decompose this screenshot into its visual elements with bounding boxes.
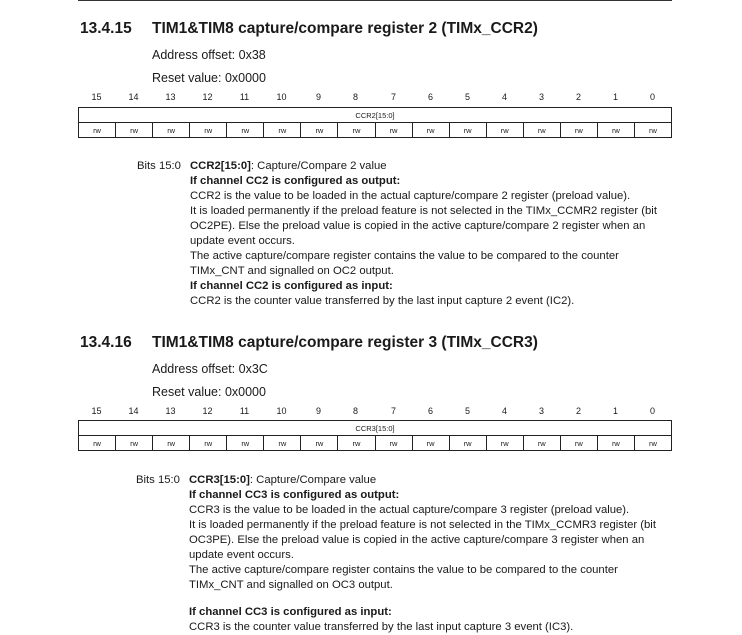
bit-number: 10 (276, 92, 287, 102)
bit-number: 2 (575, 406, 581, 416)
bit-number: 6 (427, 406, 433, 416)
register-diagram (78, 420, 672, 451)
output-heading: If channel CC3 is configured as output: (189, 489, 400, 501)
description-body (189, 473, 656, 635)
access-cell: rw (634, 436, 671, 451)
output-heading: If channel CC2 is configured as output: (190, 175, 401, 187)
input-heading: If channel CC2 is configured as input: (190, 280, 393, 292)
access-cell: rw (190, 436, 227, 451)
output-line: OC3PE). Else the preload value is copied in the active capture/compare 3 register when an (189, 534, 645, 546)
access-cell: rw (227, 436, 264, 451)
description-body (190, 159, 657, 309)
bit-number: 11 (239, 406, 250, 416)
output-line: It is loaded permanently if the preload feature is not selected in the TIMx_CCMR2 register (bit (190, 205, 657, 217)
bits-label: Bits 15:0 (137, 160, 181, 172)
access-cell: rw (486, 436, 523, 451)
input-heading-text: If channel CC3 is configured as input (189, 606, 388, 618)
field-name: CCR2[15:0] (190, 160, 251, 172)
access-cell: rw (264, 436, 301, 451)
bit-number: 5 (464, 406, 470, 416)
access-cell: rw (449, 123, 486, 138)
bit-number: 5 (464, 92, 470, 102)
access-cell: rw (375, 123, 412, 138)
bit-number-row (78, 406, 672, 418)
bit-number: 9 (315, 92, 321, 102)
section-number: 13.4.16 (80, 334, 132, 351)
bit-number: 4 (501, 406, 507, 416)
bit-number: 12 (202, 92, 213, 102)
bit-number: 9 (315, 406, 321, 416)
access-cell: rw (153, 436, 190, 451)
bit-number: 15 (91, 92, 102, 102)
field-cell: CCR2[15:0] (79, 108, 672, 123)
spacer (189, 593, 656, 605)
access-cell: rw (560, 436, 597, 451)
top-rule (78, 0, 672, 1)
input-line: CCR3 is the counter value transferred by the last input capture 3 event (IC3). (189, 621, 574, 633)
input-heading: If channel CC3 is configured as input: (189, 606, 392, 618)
output-heading-text: If channel CC3 is configured as output (189, 489, 396, 501)
output-line: TIMx_CNT and signalled on OC3 output. (189, 579, 393, 591)
access-cell: rw (338, 436, 375, 451)
bit-number: 14 (128, 406, 139, 416)
output-heading-text: If channel CC2 is configured as output (190, 175, 397, 187)
access-cell: rw (190, 123, 227, 138)
bits-label: Bits 15:0 (136, 474, 180, 486)
field-desc: : Capture/Compare 2 value (250, 160, 387, 172)
input-line: CCR2 is the counter value transferred by the last input capture 2 event (IC2). (190, 295, 575, 307)
bit-number: 2 (575, 92, 581, 102)
access-cell: rw (523, 123, 560, 138)
access-cell: rw (116, 436, 153, 451)
section-title: TIM1&TIM8 capture/compare register 3 (TIMx_CCR3) (152, 334, 538, 351)
bit-number: 0 (649, 92, 655, 102)
reset-value: Reset value: 0x0000 (152, 71, 266, 85)
address-offset: Address offset: 0x38 (152, 48, 266, 62)
input-heading-text: If channel CC2 is configured as input (190, 280, 389, 292)
access-cell: rw (338, 123, 375, 138)
access-cell: rw (597, 436, 634, 451)
bit-number: 1 (612, 406, 618, 416)
output-line: It is loaded permanently if the preload feature is not selected in the TIMx_CCMR3 register (bit (189, 519, 656, 531)
bit-number: 13 (165, 92, 176, 102)
register-diagram (78, 107, 672, 138)
bit-number: 4 (501, 92, 507, 102)
bit-number: 8 (352, 92, 358, 102)
access-cell: rw (264, 123, 301, 138)
bit-number: 6 (427, 92, 433, 102)
output-line: CCR2 is the value to be loaded in the actual capture/compare 2 register (preload value). (190, 190, 631, 202)
address-offset: Address offset: 0x3C (152, 362, 268, 376)
bit-number: 7 (390, 92, 396, 102)
access-cell: rw (523, 436, 560, 451)
access-cell: rw (449, 436, 486, 451)
output-line: update event occurs. (189, 549, 294, 561)
bit-number: 0 (649, 406, 655, 416)
access-cell: rw (560, 123, 597, 138)
bit-number: 3 (538, 406, 544, 416)
bit-number: 11 (239, 92, 250, 102)
output-line: update event occurs. (190, 235, 295, 247)
access-cell: rw (412, 123, 449, 138)
field-cell: CCR3[15:0] (79, 421, 672, 436)
output-line: OC2PE). Else the preload value is copied in the active capture/compare 2 register when an (190, 220, 646, 232)
access-cell: rw (301, 123, 338, 138)
access-cell: rw (79, 123, 116, 138)
bit-number: 12 (202, 406, 213, 416)
output-line: TIMx_CNT and signalled on OC2 output. (190, 265, 394, 277)
access-cell: rw (375, 436, 412, 451)
bit-number: 14 (128, 92, 139, 102)
access-cell: rw (412, 436, 449, 451)
bit-number: 7 (390, 406, 396, 416)
bit-number: 10 (276, 406, 287, 416)
field-summary (189, 473, 656, 488)
bit-number: 13 (165, 406, 176, 416)
output-line: The active capture/compare register contains the value to be compared to the counter (190, 250, 619, 262)
access-cell: rw (227, 123, 264, 138)
access-cell: rw (634, 123, 671, 138)
bit-number: 15 (91, 406, 102, 416)
section-number: 13.4.15 (80, 20, 132, 37)
access-cell: rw (486, 123, 523, 138)
access-cell: rw (79, 436, 116, 451)
bit-number: 8 (352, 406, 358, 416)
bit-number-row (78, 92, 672, 104)
field-summary (190, 159, 657, 174)
access-cell: rw (301, 436, 338, 451)
bit-number: 1 (612, 92, 618, 102)
field-name: CCR3[15:0] (189, 474, 250, 486)
output-line: CCR3 is the value to be loaded in the actual capture/compare 3 register (preload value). (189, 504, 630, 516)
field-desc: : Capture/Compare value (249, 474, 377, 486)
access-cell: rw (597, 123, 634, 138)
section-title: TIM1&TIM8 capture/compare register 2 (TIMx_CCR2) (152, 20, 538, 37)
reset-value: Reset value: 0x0000 (152, 385, 266, 399)
access-cell: rw (116, 123, 153, 138)
bit-number: 3 (538, 92, 544, 102)
output-line: The active capture/compare register contains the value to be compared to the counter (189, 564, 618, 576)
access-cell: rw (153, 123, 190, 138)
